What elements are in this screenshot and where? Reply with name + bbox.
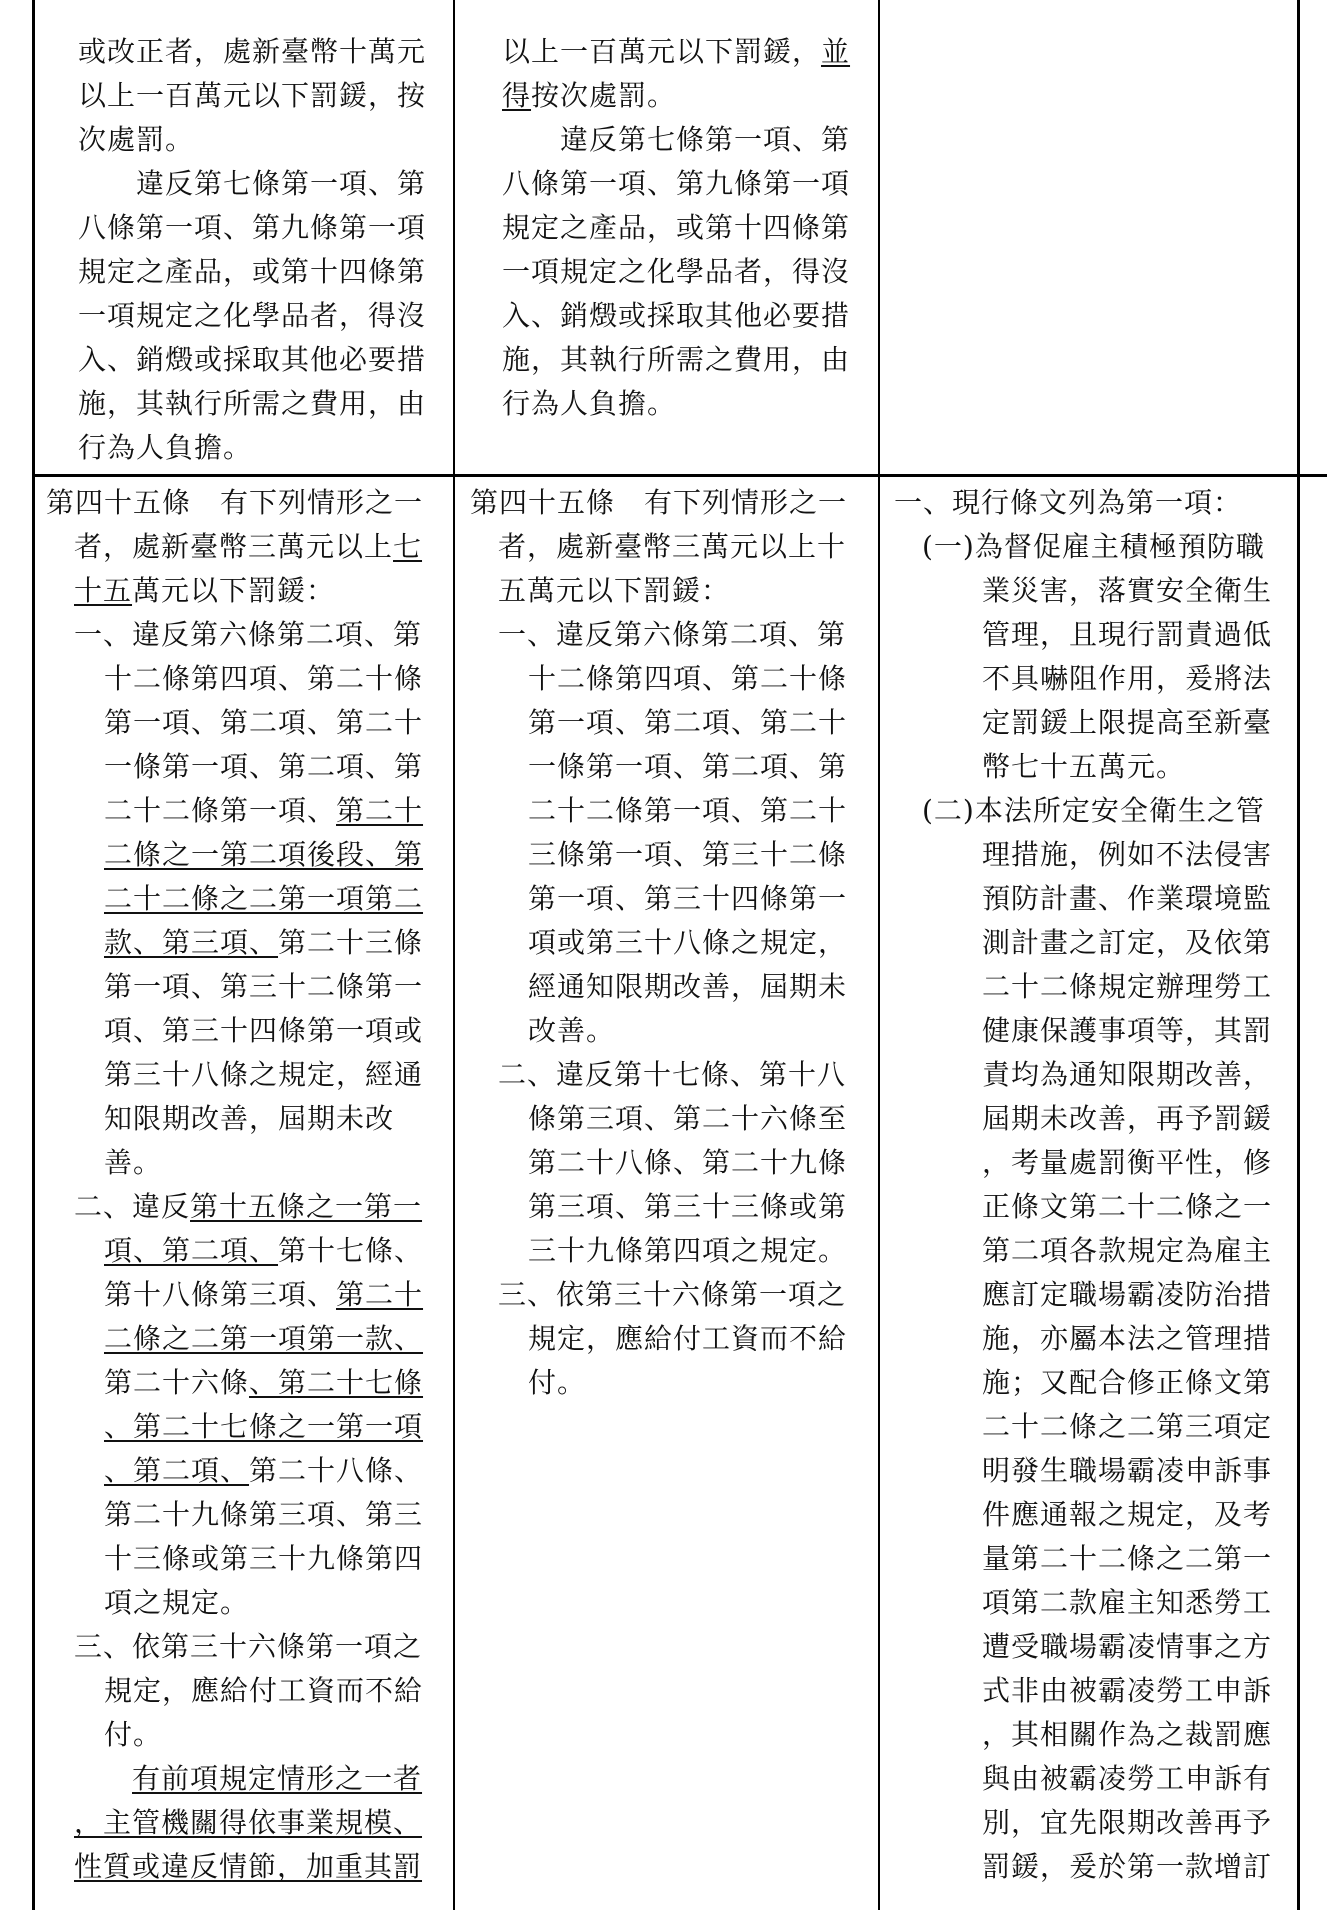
text-run: 項第二款雇主知悉勞工 <box>982 1586 1273 1619</box>
text-line <box>470 1229 874 1273</box>
text-line <box>470 657 874 701</box>
text-line <box>894 1361 1294 1405</box>
text-line <box>78 74 450 118</box>
text-line <box>46 1537 450 1581</box>
text-run: 第三十八條之規定，經通 <box>104 1058 424 1091</box>
text-line <box>46 613 450 657</box>
row-divider <box>32 474 1327 477</box>
text-run: 施；又配合修正條文第 <box>982 1366 1273 1399</box>
text-run: 按次處罰。 <box>531 79 677 112</box>
text-run: 第一項、第三十二條第一 <box>104 970 424 1003</box>
underlined-amendment: 並 <box>821 35 851 68</box>
text-line <box>46 1097 450 1141</box>
text-run: 二、違反 <box>74 1190 191 1223</box>
underlined-amendment: 第十五條之一第一 <box>190 1190 423 1223</box>
text-line <box>78 338 450 382</box>
bottom-col-amended <box>46 481 450 1889</box>
text-line <box>470 877 874 921</box>
text-run: 與由被霸凌勞工申訴有 <box>982 1762 1273 1795</box>
text-run: 者，處新臺幣三萬元以上 <box>74 530 394 563</box>
text-run: 一項規定之化學品者，得沒 <box>502 255 851 288</box>
text-run: 一條第一項、第二項、第 <box>104 750 424 783</box>
text-run: 萬元以下罰鍰： <box>132 574 336 607</box>
text-run: 屆期未改善，再予罰鍰 <box>982 1102 1273 1135</box>
underlined-amendment: 項、第二項、 <box>104 1234 279 1267</box>
text-line <box>470 1053 874 1097</box>
text-run: 第十八條第三項、 <box>104 1278 337 1311</box>
text-run: 應訂定職場霸凌防治措 <box>982 1278 1273 1311</box>
table-border-left <box>32 0 35 1910</box>
text-run: 八條第一項、第九條第一項 <box>502 167 851 200</box>
text-run: 次處罰。 <box>78 123 195 156</box>
text-line <box>470 921 874 965</box>
text-run: 不具嚇阻作用，爰將法 <box>982 662 1273 695</box>
text-run: 式非由被霸凌勞工申訴 <box>982 1674 1273 1707</box>
text-run: 第二十三條 <box>278 926 424 959</box>
text-line <box>894 1229 1294 1273</box>
text-run <box>74 1762 132 1795</box>
text-run: 付。 <box>104 1718 163 1751</box>
text-run: 五萬元以下罰鍰： <box>498 574 731 607</box>
text-run: 付。 <box>528 1366 587 1399</box>
text-run: 施，亦屬本法之管理措 <box>982 1322 1273 1355</box>
underlined-amendment: 二條之二第一項第一款、 <box>104 1322 424 1355</box>
text-line <box>894 1405 1294 1449</box>
text-run: 改善。 <box>528 1014 616 1047</box>
text-line <box>470 613 874 657</box>
top-col-amended <box>78 30 450 470</box>
text-run: 責均為通知限期改善， <box>982 1058 1273 1091</box>
text-run: 業災害，落實安全衛生 <box>982 574 1273 607</box>
text-line <box>502 250 874 294</box>
text-line <box>46 833 450 877</box>
text-run: 第三項、第三十三條或第 <box>528 1190 848 1223</box>
text-run: 正條文第二十二條之一 <box>982 1190 1273 1223</box>
text-line <box>894 1581 1294 1625</box>
text-line <box>78 206 450 250</box>
text-line <box>894 1449 1294 1493</box>
text-run: 善。 <box>104 1146 163 1179</box>
text-run: 一項規定之化學品者，得沒 <box>78 299 427 332</box>
text-line <box>78 118 450 162</box>
text-line <box>894 1185 1294 1229</box>
text-line <box>46 1053 450 1097</box>
top-col-current <box>502 30 874 426</box>
text-line <box>470 525 874 569</box>
text-line <box>894 789 1294 833</box>
text-line <box>894 481 1294 525</box>
text-line <box>78 426 450 470</box>
text-line <box>470 1273 874 1317</box>
text-line <box>78 294 450 338</box>
text-line <box>78 30 450 74</box>
text-line <box>894 965 1294 1009</box>
text-line <box>894 1625 1294 1669</box>
text-line <box>894 1009 1294 1053</box>
text-run: 理措施，例如不法侵害 <box>982 838 1273 871</box>
text-run: 或改正者，處新臺幣十萬元 <box>78 35 427 68</box>
text-line <box>470 789 874 833</box>
text-run: 十二條第四項、第二十條 <box>104 662 424 695</box>
text-run: 一、違反第六條第二項、第 <box>74 618 423 651</box>
text-run: 三、依第三十六條第一項之 <box>74 1630 423 1663</box>
table-border-right <box>1297 0 1300 1910</box>
text-run: 明發生職場霸凌申訴事 <box>982 1454 1273 1487</box>
text-line <box>470 1361 874 1405</box>
text-line <box>470 1097 874 1141</box>
text-line <box>46 1361 450 1405</box>
text-run: 違反第七條第一項、第 <box>78 167 427 200</box>
text-run: 以上一百萬元以下罰鍰， <box>502 35 822 68</box>
text-run: (二)本法所定安全衛生之管 <box>922 794 1265 827</box>
text-line <box>894 1713 1294 1757</box>
text-run: 行為人負擔。 <box>502 387 677 420</box>
text-line <box>46 745 450 789</box>
text-run: 管理，且現行罰責過低 <box>982 618 1273 651</box>
text-line <box>894 569 1294 613</box>
underlined-amendment: 款、第三項、 <box>104 926 279 959</box>
text-line <box>470 1009 874 1053</box>
text-line <box>46 1581 450 1625</box>
text-line <box>502 118 874 162</box>
text-line <box>46 1493 450 1537</box>
text-run: 十二條第四項、第二十條 <box>528 662 848 695</box>
text-line <box>46 481 450 525</box>
text-line <box>470 701 874 745</box>
text-run: 第一項、第二項、第二十 <box>528 706 848 739</box>
text-run: 入、銷燬或採取其他必要措 <box>502 299 851 332</box>
text-run: 件應通報之規定，及考 <box>982 1498 1273 1531</box>
text-run: 三十九條第四項之規定。 <box>528 1234 848 1267</box>
underlined-amendment: 二條之一第二項後段、第 <box>104 838 424 871</box>
underlined-amendment: 、第二十七條之一第一項 <box>104 1410 424 1443</box>
text-line <box>46 1449 450 1493</box>
text-run: 二十二條之二第三項定 <box>982 1410 1273 1443</box>
text-line <box>894 1097 1294 1141</box>
text-run: 第四十五條 有下列情形之一 <box>470 486 848 519</box>
text-line <box>502 162 874 206</box>
text-run: 八條第一項、第九條第一項 <box>78 211 427 244</box>
text-line <box>46 789 450 833</box>
text-line <box>46 1317 450 1361</box>
text-line <box>894 1845 1294 1889</box>
text-line <box>470 833 874 877</box>
text-run: 第二十六條 <box>104 1366 250 1399</box>
underlined-amendment: 第二十 <box>336 794 424 827</box>
text-line <box>470 1141 874 1185</box>
text-run: 定罰鍰上限提高至新臺 <box>982 706 1273 739</box>
text-run: 二十二條第一項、 <box>104 794 337 827</box>
text-line <box>894 1317 1294 1361</box>
text-line <box>46 1625 450 1669</box>
text-line <box>470 1317 874 1361</box>
text-run: 規定之產品，或第十四條第 <box>78 255 427 288</box>
underlined-amendment: 性質或違反情節，加重其罰 <box>74 1850 423 1883</box>
underlined-amendment: ，主管機關得依事業規模、 <box>74 1806 423 1839</box>
text-line <box>78 382 450 426</box>
text-line <box>894 833 1294 877</box>
text-run: 第一項、第三十四條第一 <box>528 882 848 915</box>
text-run: 二、違反第十七條、第十八 <box>498 1058 847 1091</box>
text-run: 遭受職場霸凌情事之方 <box>982 1630 1273 1663</box>
text-run: 健康保護事項等，其罰 <box>982 1014 1273 1047</box>
text-line <box>46 701 450 745</box>
underlined-amendment: 七 <box>393 530 423 563</box>
text-line <box>894 1801 1294 1845</box>
text-run: 二十二條規定辦理勞工 <box>982 970 1273 1003</box>
text-line <box>46 1845 450 1889</box>
text-line <box>894 525 1294 569</box>
text-line <box>502 294 874 338</box>
text-run: 三、依第三十六條第一項之 <box>498 1278 847 1311</box>
text-line <box>46 525 450 569</box>
text-run: 第十七條、 <box>278 1234 424 1267</box>
text-line <box>46 965 450 1009</box>
text-run: 施，其執行所需之費用，由 <box>78 387 427 420</box>
text-line <box>78 250 450 294</box>
underlined-amendment: 得 <box>502 79 532 112</box>
text-line <box>502 338 874 382</box>
text-line <box>894 1757 1294 1801</box>
text-line <box>46 569 450 613</box>
underlined-amendment: 有前項規定情形之一者 <box>132 1762 423 1795</box>
text-line <box>894 701 1294 745</box>
text-run: 項或第三十八條之規定， <box>528 926 848 959</box>
text-run: 第一項、第二項、第二十 <box>104 706 424 739</box>
text-line <box>894 1273 1294 1317</box>
text-run: ，其相關作為之裁罰應 <box>982 1718 1273 1751</box>
underlined-amendment: 二十二條之二第一項第二 <box>104 882 424 915</box>
text-line <box>46 1801 450 1845</box>
text-line <box>46 1669 450 1713</box>
text-run: 行為人負擔。 <box>78 431 253 464</box>
text-run: 第四十五條 有下列情形之一 <box>46 486 424 519</box>
text-run: 違反第七條第一項、第 <box>502 123 851 156</box>
text-run: 規定，應給付工資而不給 <box>104 1674 424 1707</box>
text-line <box>894 1669 1294 1713</box>
text-line <box>894 1537 1294 1581</box>
text-line <box>502 74 874 118</box>
text-run: 測計畫之訂定，及依第 <box>982 926 1273 959</box>
text-run: 一、違反第六條第二項、第 <box>498 618 847 651</box>
text-line <box>470 1185 874 1229</box>
text-line <box>894 657 1294 701</box>
text-run: 知限期改善，屆期未改 <box>104 1102 395 1135</box>
text-line <box>470 481 874 525</box>
text-run: 者，處新臺幣三萬元以上十 <box>498 530 847 563</box>
text-run: ，考量處罰衡平性，修 <box>982 1146 1273 1179</box>
text-line <box>502 382 874 426</box>
column-divider-1 <box>453 0 455 1910</box>
text-line <box>78 162 450 206</box>
text-run: 一、現行條文列為第一項： <box>894 486 1243 519</box>
bottom-col-current <box>470 481 874 1405</box>
text-line <box>894 745 1294 789</box>
text-run: 第二十八條、 <box>249 1454 424 1487</box>
text-line <box>46 1273 450 1317</box>
text-run: (一)為督促雇主積極預防職 <box>922 530 1265 563</box>
text-run: 三條第一項、第三十二條 <box>528 838 848 871</box>
text-run: 幣七十五萬元。 <box>982 750 1186 783</box>
text-run: 條第三項、第二十六條至 <box>528 1102 848 1135</box>
text-run: 項之規定。 <box>104 1586 250 1619</box>
underlined-amendment: 、第二十七條 <box>249 1366 424 1399</box>
text-run: 二十二條第一項、第二十 <box>528 794 848 827</box>
text-run: 第二十八條、第二十九條 <box>528 1146 848 1179</box>
text-line <box>46 921 450 965</box>
text-line <box>470 745 874 789</box>
text-run: 第二項各款規定為雇主 <box>982 1234 1273 1267</box>
text-line <box>46 1185 450 1229</box>
text-run: 量第二十二條之二第一 <box>982 1542 1273 1575</box>
text-line <box>46 1009 450 1053</box>
text-line <box>894 1053 1294 1097</box>
text-run: 以上一百萬元以下罰鍰，按 <box>78 79 427 112</box>
text-line <box>46 1141 450 1185</box>
text-run: 預防計畫、作業環境監 <box>982 882 1273 915</box>
text-line <box>470 965 874 1009</box>
text-run: 規定，應給付工資而不給 <box>528 1322 848 1355</box>
text-line <box>894 613 1294 657</box>
text-run: 一條第一項、第二項、第 <box>528 750 848 783</box>
text-run: 規定之產品，或第十四條第 <box>502 211 851 244</box>
bottom-col-explanation <box>894 481 1294 1889</box>
text-line <box>46 1713 450 1757</box>
text-line <box>46 877 450 921</box>
text-line <box>894 1493 1294 1537</box>
text-run: 入、銷燬或採取其他必要措 <box>78 343 427 376</box>
text-line <box>894 877 1294 921</box>
column-divider-2 <box>878 0 880 1910</box>
underlined-amendment: 十五 <box>74 574 133 607</box>
text-line <box>46 1405 450 1449</box>
text-line <box>502 30 874 74</box>
text-run: 經通知限期改善，屆期未 <box>528 970 848 1003</box>
text-run: 別，宜先限期改善再予 <box>982 1806 1273 1839</box>
text-run: 施，其執行所需之費用，由 <box>502 343 851 376</box>
underlined-amendment: 、第二項、 <box>104 1454 250 1487</box>
text-line <box>46 1229 450 1273</box>
text-run: 十三條或第三十九條第四 <box>104 1542 424 1575</box>
text-line <box>502 206 874 250</box>
text-run: 罰鍰，爰於第一款增訂 <box>982 1850 1273 1883</box>
text-line <box>894 921 1294 965</box>
text-line <box>46 1757 450 1801</box>
text-run: 項、第三十四條第一項或 <box>104 1014 424 1047</box>
underlined-amendment: 第二十 <box>336 1278 424 1311</box>
text-line <box>46 657 450 701</box>
text-line <box>470 569 874 613</box>
text-line <box>894 1141 1294 1185</box>
text-run: 第二十九條第三項、第三 <box>104 1498 424 1531</box>
